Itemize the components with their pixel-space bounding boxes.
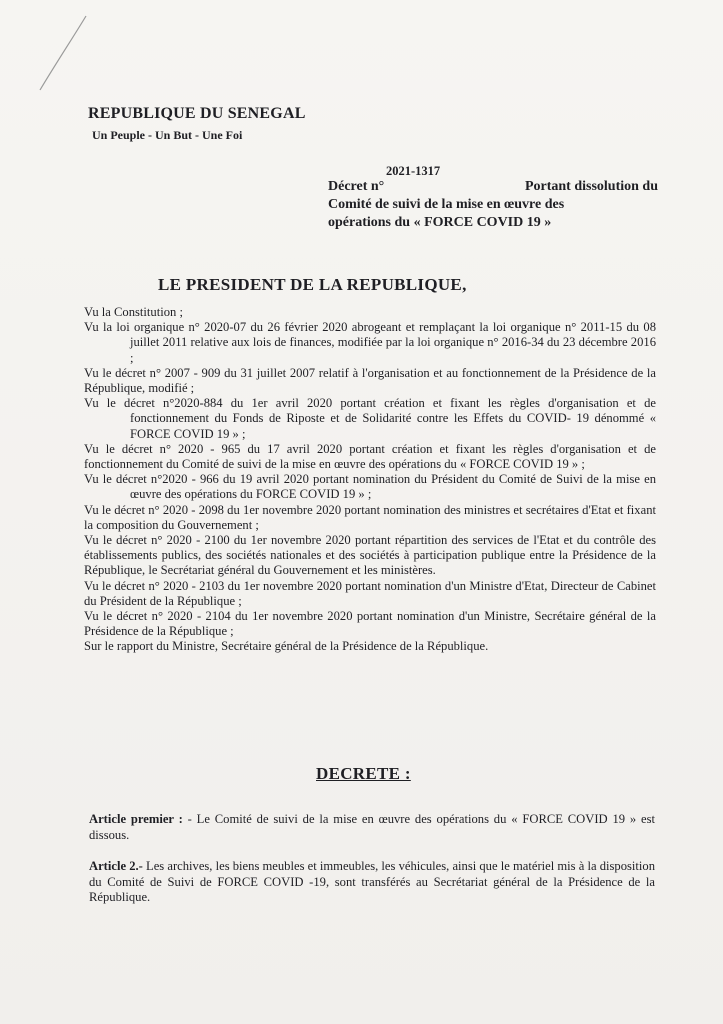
article-lead: Article 2.- xyxy=(89,859,143,873)
visa-item: Vu la loi organique n° 2020-07 du 26 février 2020 abrogeant et remplaçant la loi organique n° 2011-15 du 08 juillet 2011 relative aux lois de finances, modifiée par la loi organique n° 2016-34 du 23 décembre 2016 ; xyxy=(84,320,656,365)
decree-title-line-1 xyxy=(328,178,658,196)
pen-stroke-mark xyxy=(36,14,88,92)
visa-item: Sur le rapport du Ministre, Secrétaire général de la Présidence de la République. xyxy=(84,639,489,654)
visa-item: Vu la Constitution ; xyxy=(84,305,183,319)
visa-item: Vu le décret n° 2020 - 965 du 17 avril 2020 portant création et fixant les règles d'organisation et de fonctionnement du Comité de suivi de la mise en œuvre des opérations du « FORCE COVID 19 » ; xyxy=(84,441,656,472)
article-2 xyxy=(89,859,655,906)
decrete-heading: DECRETE : xyxy=(316,764,411,783)
decree-number: 2021-1317 xyxy=(386,164,441,178)
decree-subject-line-2: Comité de suivi de la mise en œuvre des xyxy=(328,197,565,212)
republic-header: REPUBLIQUE DU SENEGAL xyxy=(88,105,306,122)
article-text: - Le Comité de suivi de la mise en œuvre des opérations du « FORCE COVID 19 » est dissous. xyxy=(89,812,655,842)
decree-subject-line-1: Portant dissolution du xyxy=(524,179,658,194)
president-heading: LE PRESIDENT DE LA REPUBLIQUE, xyxy=(158,275,467,294)
national-motto: Un Peuple - Un But - Une Foi xyxy=(92,128,243,142)
decree-label: Décret n° xyxy=(328,179,385,194)
visa-item: Vu le décret n° 2020 - 2098 du 1er novembre 2020 portant nomination des ministres et secrétaires d'Etat et fixant la composition du Gouvernement ; xyxy=(84,502,656,532)
visa-item: Vu le décret n° 2020 - 2103 du 1er novembre 2020 portant nomination d'un Ministre d'Etat, Directeur de Cabinet du Président de la République ; xyxy=(84,578,656,608)
decree-title xyxy=(328,178,658,232)
article-text: Les archives, les biens meubles et immeubles, les véhicules, ainsi que le matériel mis à la disposition du Comité de Suivi de FORCE COVID -19, sont transférés au Secrétariat général de la Présidence de la République. xyxy=(89,859,655,904)
visa-item: Vu le décret n°2020-884 du 1er avril 2020 portant création et fixant les règles d'organisation et de fonctionnement du Fonds de Riposte et de Solidarité contre les Effets du COVID- 19 dénommé « FORCE COVID 19 » ; xyxy=(84,396,656,441)
article-lead: Article premier : xyxy=(89,812,183,826)
visa-item: Vu le décret n°2020 - 966 du 19 avril 2020 portant nomination du Président du Comité de Suivi de la mise en œuvre des opérations du FORCE COVID 19 » ; xyxy=(84,472,656,502)
visa-item: Vu le décret n° 2007 - 909 du 31 juillet 2007 relatif à l'organisation et au fonctionnement de la Présidence de la République, modifié ; xyxy=(84,365,656,396)
decree-subject-line-3: opérations du « FORCE COVID 19 » xyxy=(328,215,552,230)
visa-list xyxy=(84,305,656,655)
visa-item: Vu le décret n° 2020 - 2100 du 1er novembre 2020 portant répartition des services de l'Etat et du contrôle des établissements publics, des sociétés nationales et des sociétés à participation publique entre la Présidence de la République, le Secrétariat général du Gouvernement et les ministères. xyxy=(84,533,656,578)
article-premier xyxy=(89,812,655,843)
visa-item: Vu le décret n° 2020 - 2104 du 1er novembre 2020 portant nomination d'un Ministre, Secrétaire général de la Présidence de la République ; xyxy=(84,609,656,639)
